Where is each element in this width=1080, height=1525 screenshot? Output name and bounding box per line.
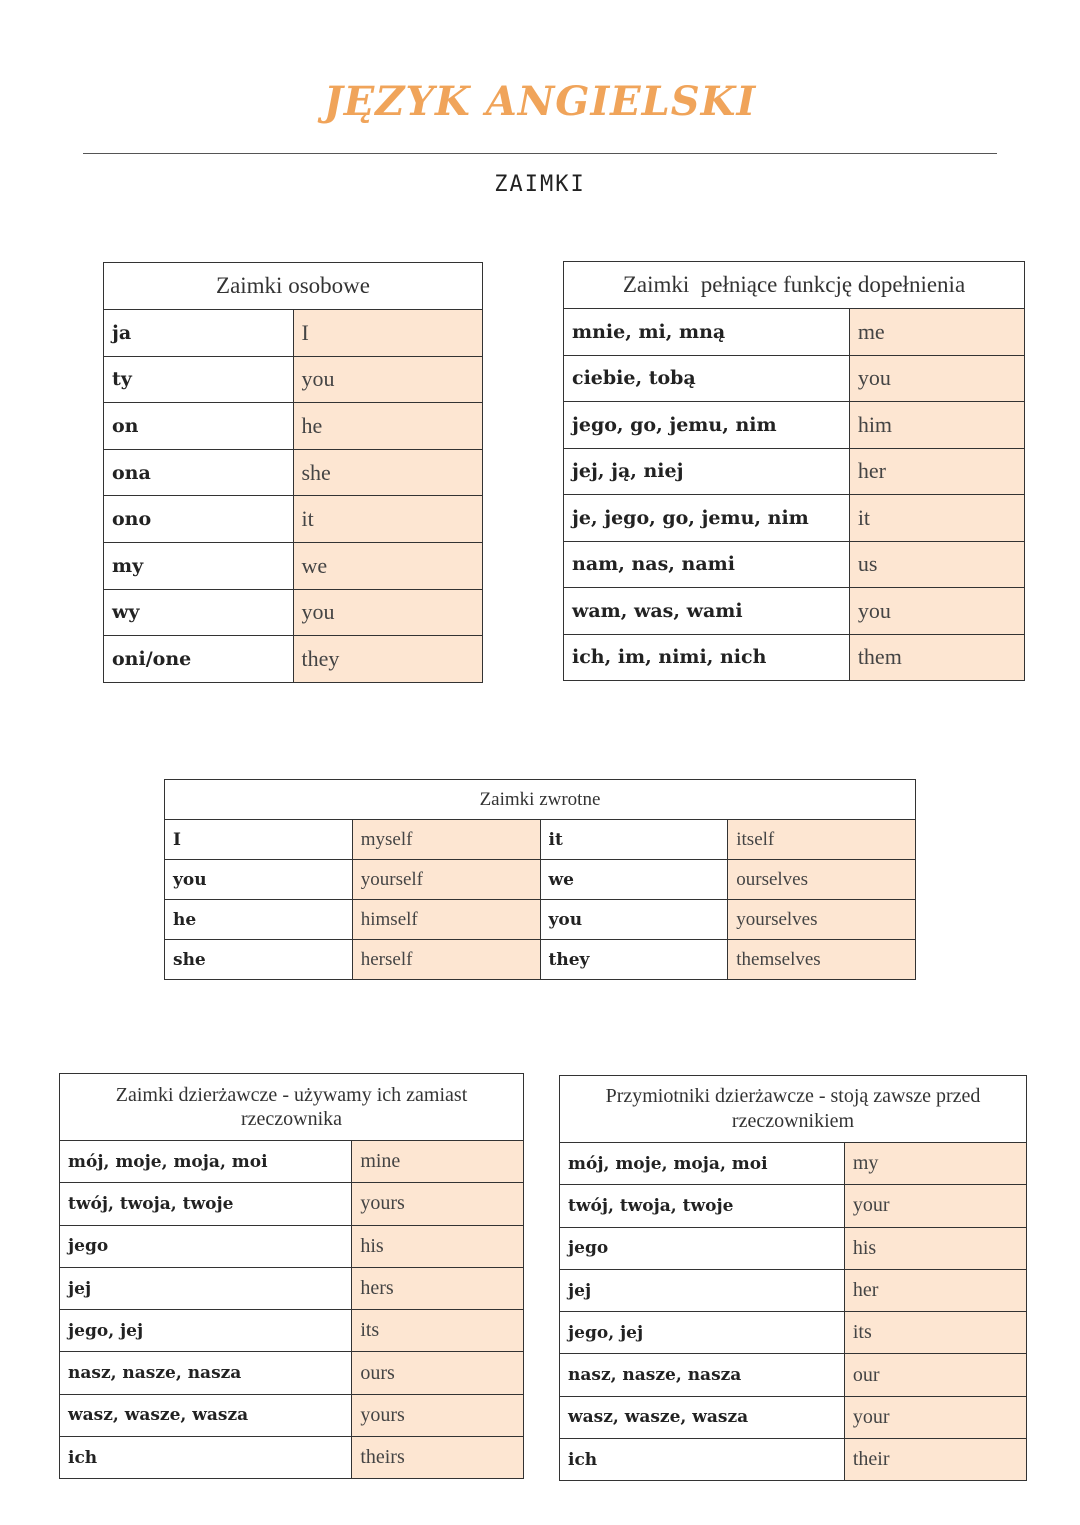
table-row [104, 542, 483, 589]
polish-cell: je, jego, go, jemu, nim [564, 495, 850, 542]
polish-cell: jego, jej [560, 1312, 845, 1354]
english-cell: my [844, 1143, 1026, 1185]
english-cell: we [293, 542, 483, 589]
table-row [560, 1439, 1027, 1481]
table-row [564, 634, 1025, 681]
polish-cell: jego, jej [60, 1310, 352, 1352]
table-row [564, 448, 1025, 495]
polish-cell: ona [104, 449, 294, 496]
table-row [104, 589, 483, 636]
table-row [104, 496, 483, 543]
table-row [104, 356, 483, 403]
english-cell: her [844, 1269, 1026, 1311]
table-row [60, 1183, 524, 1225]
table-row [560, 1185, 1027, 1227]
english-cell: its [844, 1312, 1026, 1354]
english-cell: he [293, 403, 483, 450]
table-header: Zaimki pełniące funkcję dopełnienia [564, 262, 1025, 309]
reflexive-cell: themselves [728, 940, 916, 980]
reflexive-cell: ourselves [728, 860, 916, 900]
polish-cell: nasz, nasze, nasza [60, 1352, 352, 1394]
polish-cell: ich [560, 1439, 845, 1481]
english-cell: you [293, 589, 483, 636]
english-cell: your [844, 1396, 1026, 1438]
table-row [60, 1437, 524, 1479]
english-cell: your [844, 1185, 1026, 1227]
pronoun-cell: it [540, 820, 728, 860]
english-cell: you [849, 355, 1024, 402]
personal-pronouns-table [103, 262, 483, 683]
polish-cell: wasz, wasze, wasza [560, 1396, 845, 1438]
english-cell: you [293, 356, 483, 403]
polish-cell: mnie, mi, mną [564, 309, 850, 356]
english-cell: they [293, 636, 483, 683]
english-cell: mine [352, 1141, 524, 1183]
pronoun-cell: he [165, 900, 353, 940]
table-row [104, 403, 483, 450]
page-subtitle: ZAIMKI [494, 172, 586, 197]
polish-cell: wy [104, 589, 294, 636]
table-header: Zaimki zwrotne [165, 780, 916, 820]
english-cell: her [849, 448, 1024, 495]
polish-cell: jej [60, 1267, 352, 1309]
polish-cell: ty [104, 356, 294, 403]
polish-cell: ciebie, tobą [564, 355, 850, 402]
pronoun-cell: she [165, 940, 353, 980]
polish-cell: twój, twoja, twoje [60, 1183, 352, 1225]
table-row [564, 402, 1025, 449]
table-row [165, 900, 916, 940]
english-cell: I [293, 310, 483, 357]
divider [83, 153, 997, 154]
table-row [165, 940, 916, 980]
pronoun-cell: you [540, 900, 728, 940]
english-cell: us [849, 541, 1024, 588]
english-cell: his [352, 1225, 524, 1267]
polish-cell: mój, moje, moja, moi [560, 1143, 845, 1185]
english-cell: it [849, 495, 1024, 542]
table-row [60, 1267, 524, 1309]
table-row [60, 1394, 524, 1436]
polish-cell: nam, nas, nami [564, 541, 850, 588]
reflexive-cell: yourself [352, 860, 540, 900]
english-cell: its [352, 1310, 524, 1352]
reflexive-cell: herself [352, 940, 540, 980]
table-row [60, 1310, 524, 1352]
table-row [564, 541, 1025, 588]
english-cell: me [849, 309, 1024, 356]
reflexive-pronouns-table [164, 779, 916, 980]
possessive-pronouns-table [59, 1073, 524, 1479]
table-row [560, 1354, 1027, 1396]
table-row [60, 1141, 524, 1183]
object-pronouns-table [563, 261, 1025, 681]
english-cell: ours [352, 1352, 524, 1394]
table-row [564, 588, 1025, 635]
table-header: Zaimki dzierżawcze - używamy ich zamiast rzeczownika [60, 1074, 524, 1141]
polish-cell: wasz, wasze, wasza [60, 1394, 352, 1436]
table-row [104, 636, 483, 683]
reflexive-cell: yourselves [728, 900, 916, 940]
table-row [560, 1227, 1027, 1269]
table-row [60, 1352, 524, 1394]
pronoun-cell: we [540, 860, 728, 900]
polish-cell: jego, go, jemu, nim [564, 402, 850, 449]
polish-cell: jego [560, 1227, 845, 1269]
table-row [560, 1396, 1027, 1438]
english-cell: them [849, 634, 1024, 681]
reflexive-cell: myself [352, 820, 540, 860]
english-cell: you [849, 588, 1024, 635]
table-header: Przymiotniki dzierżawcze - stoją zawsze przed rzeczownikiem [560, 1076, 1027, 1143]
table-row [564, 495, 1025, 542]
polish-cell: twój, twoja, twoje [560, 1185, 845, 1227]
polish-cell: wam, was, wami [564, 588, 850, 635]
english-cell: their [844, 1439, 1026, 1481]
english-cell: yours [352, 1183, 524, 1225]
english-cell: our [844, 1354, 1026, 1396]
table-row [165, 820, 916, 860]
table-header: Zaimki osobowe [104, 263, 483, 310]
table-row [560, 1143, 1027, 1185]
reflexive-cell: itself [728, 820, 916, 860]
polish-cell: jej, ją, niej [564, 448, 850, 495]
table-row [560, 1269, 1027, 1311]
reflexive-cell: himself [352, 900, 540, 940]
polish-cell: nasz, nasze, nasza [560, 1354, 845, 1396]
polish-cell: jej [560, 1269, 845, 1311]
possessive-adjectives-table [559, 1075, 1027, 1481]
table-row [104, 449, 483, 496]
pronoun-cell: I [165, 820, 353, 860]
english-cell: him [849, 402, 1024, 449]
english-cell: theirs [352, 1437, 524, 1479]
polish-cell: ich, im, nimi, nich [564, 634, 850, 681]
pronoun-cell: you [165, 860, 353, 900]
english-cell: hers [352, 1267, 524, 1309]
table-row [104, 310, 483, 357]
polish-cell: ich [60, 1437, 352, 1479]
polish-cell: on [104, 403, 294, 450]
page-title: JĘZYK ANGIELSKI [323, 78, 757, 125]
polish-cell: my [104, 542, 294, 589]
table-row [564, 355, 1025, 402]
polish-cell: jego [60, 1225, 352, 1267]
table-row [165, 860, 916, 900]
english-cell: she [293, 449, 483, 496]
table-row [564, 309, 1025, 356]
english-cell: it [293, 496, 483, 543]
polish-cell: oni/one [104, 636, 294, 683]
table-row [560, 1312, 1027, 1354]
english-cell: yours [352, 1394, 524, 1436]
pronoun-cell: they [540, 940, 728, 980]
polish-cell: ja [104, 310, 294, 357]
table-row [60, 1225, 524, 1267]
polish-cell: mój, moje, moja, moi [60, 1141, 352, 1183]
polish-cell: ono [104, 496, 294, 543]
english-cell: his [844, 1227, 1026, 1269]
